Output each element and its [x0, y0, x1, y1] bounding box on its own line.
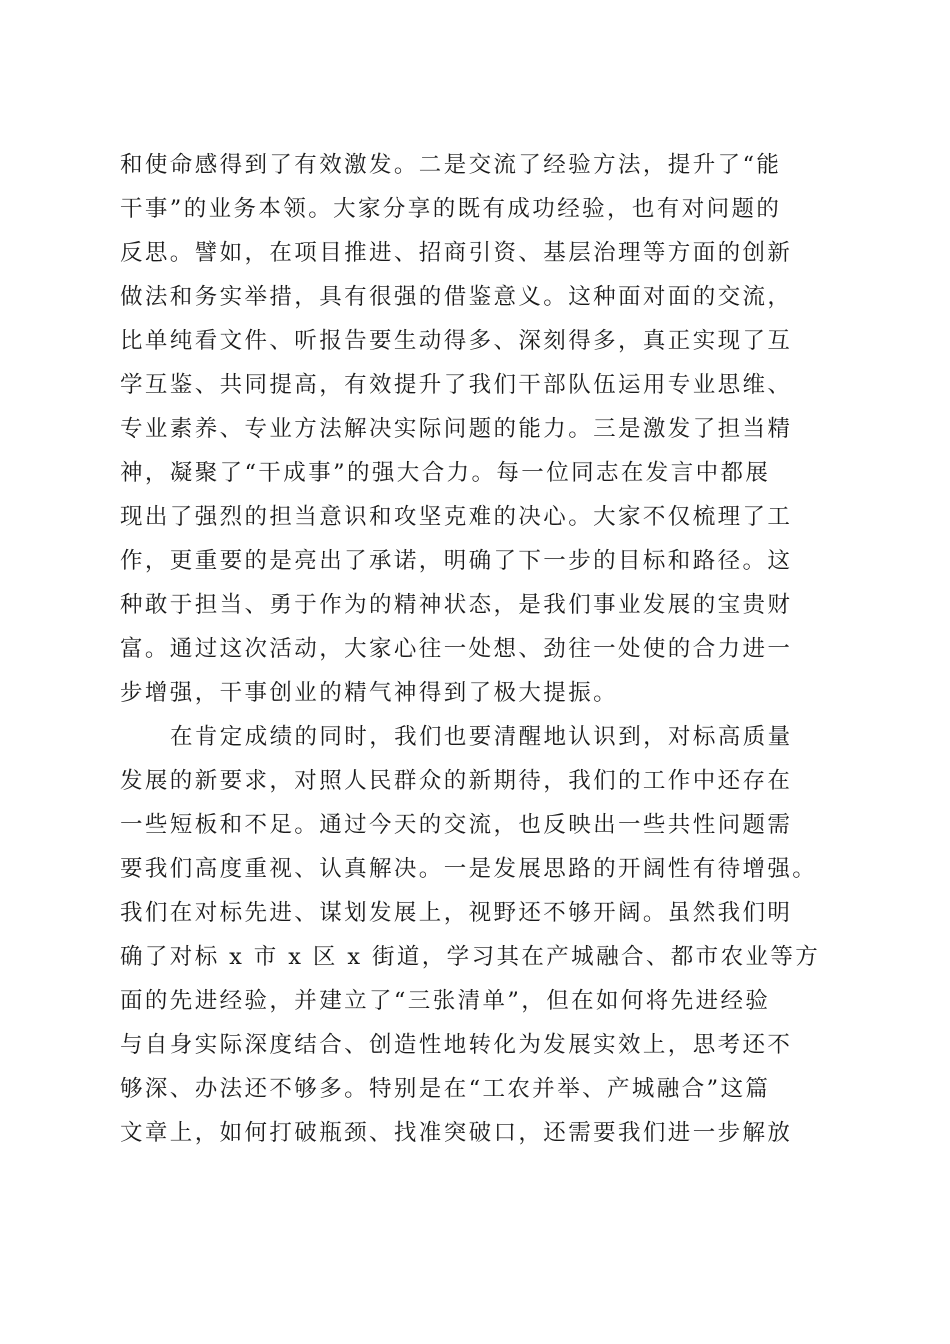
- text-line: 专业素养、专业方法解决实际问题的能力。三是激发了担当精: [120, 416, 793, 442]
- text-line: 学互鉴、共同提高，有效提升了我们干部队伍运用专业思维、: [120, 372, 793, 398]
- text-line: 种敢于担当、勇于作为的精神状态，是我们事业发展的宝贵财: [120, 592, 793, 618]
- text-line: 神，凝聚了“干成事”的强大合力。每一位同志在发言中都展: [120, 460, 771, 486]
- text-line: 比单纯看文件、听报告要生动得多、深刻得多，真正实现了互: [120, 328, 793, 354]
- text-line: 作，更重要的是亮出了承诺，明确了下一步的目标和路径。这: [120, 548, 793, 574]
- text-line: 富。通过这次活动，大家心往一处想、劲往一处使的合力进一: [120, 636, 793, 662]
- text-line: 我们在对标先进、谋划发展上，视野还不够开阔。虽然我们明: [120, 900, 793, 926]
- text-line: 确了对标 x 市 x 区 x 街道，学习其在产城融合、都市农业等方: [120, 944, 821, 970]
- text-line: 和使命感得到了有效激发。二是交流了经验方法，提升了“能: [120, 152, 782, 178]
- text-line: 与自身实际深度结合、创造性地转化为发展实效上，思考还不: [120, 1032, 793, 1058]
- text-line: 一些短板和不足。通过今天的交流，也反映出一些共性问题需: [120, 812, 793, 838]
- text-line: 发展的新要求，对照人民群众的新期待，我们的工作中还存在: [120, 768, 793, 794]
- paragraph-first-line: 在肯定成绩的同时，我们也要清醒地认识到，对标高质量: [170, 724, 793, 750]
- text-line: 文章上，如何打破瓶颈、找准突破口，还需要我们进一步解放: [120, 1120, 793, 1146]
- text-line: 要我们高度重视、认真解决。一是发展思路的开阔性有待增强。: [120, 856, 818, 882]
- text-line: 步增强，干事创业的精气神得到了极大提振。: [120, 680, 619, 706]
- text-line: 做法和务实举措，具有很强的借鉴意义。这种面对面的交流，: [120, 284, 793, 310]
- text-line: 面的先进经验，并建立了“三张清单”，但在如何将先进经验: [120, 988, 771, 1014]
- text-line: 现出了强烈的担当意识和攻坚克难的决心。大家不仅梳理了工: [120, 504, 793, 530]
- text-line: 干事”的业务本领。大家分享的既有成功经验，也有对问题的: [120, 196, 782, 222]
- text-line: 够深、办法还不够多。特别是在“工农并举、产城融合”这篇: [120, 1076, 771, 1102]
- text-line: 反思。譬如，在项目推进、招商引资、基层治理等方面的创新: [120, 240, 793, 266]
